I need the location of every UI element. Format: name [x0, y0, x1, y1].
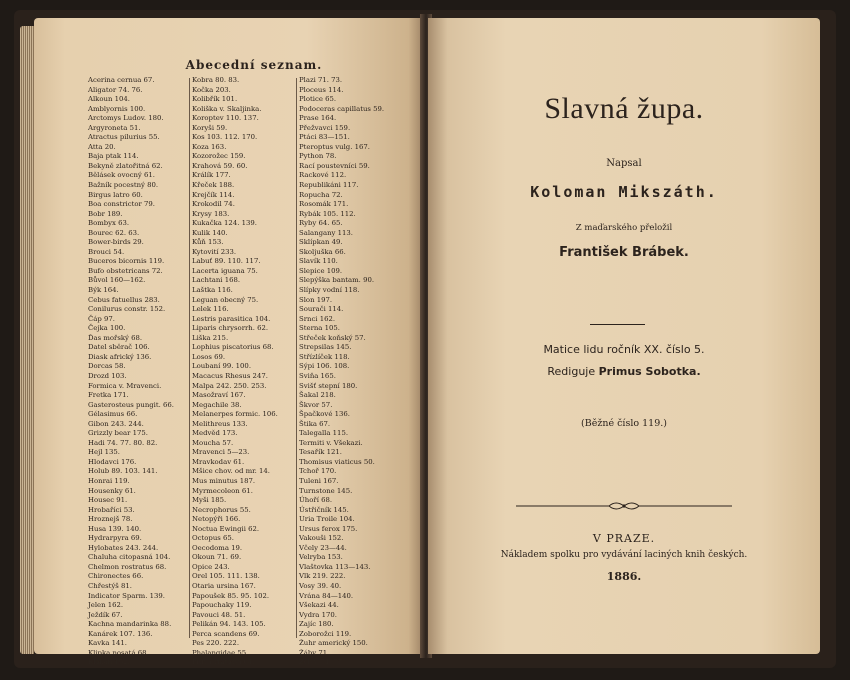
translated-from-label: Z maďarského přeložil	[575, 223, 673, 233]
index-entry: Střeček koňský 57.	[299, 333, 366, 342]
index-entry: Diask africký 136.	[88, 352, 152, 361]
page-edges	[20, 26, 34, 654]
index-entry: Turnstone 145.	[299, 486, 353, 495]
index-entry: Sýpi 106. 108.	[299, 362, 350, 371]
index-entry: Ďas mořský 68.	[88, 333, 143, 342]
index-heading: Abecední seznam.	[185, 58, 323, 72]
index-entry: Hroznejš 78.	[88, 515, 133, 524]
index-entry: Sourači 114.	[299, 305, 344, 314]
index-entry: Bobr 189.	[88, 209, 123, 218]
index-entry: Argyroneta 51.	[88, 123, 141, 132]
index-entry: Šakal 218.	[299, 391, 336, 400]
index-entry: Lachtani 168.	[192, 276, 241, 285]
index-entry: Mravkodav 61.	[192, 457, 245, 466]
index-entry: Malpa 242. 250. 253.	[192, 381, 267, 390]
index-entry: Pelikán 94. 143. 105.	[192, 620, 266, 629]
index-column-1	[88, 76, 174, 668]
index-entry: Koroptev 110. 137.	[192, 114, 259, 123]
index-entry: Conilurus constr. 152.	[88, 305, 166, 314]
index-entry: Podoceras capillatus 59.	[299, 104, 385, 113]
index-entry: Megachile 38.	[192, 400, 242, 409]
index-entry: Myrmecoleon 61.	[192, 486, 253, 495]
index-entry: Králík 177.	[192, 171, 231, 180]
index-entry: Chaluha citopasná 104.	[88, 553, 171, 562]
index-entry: Kukačka 124. 139.	[192, 219, 257, 228]
index-entry: Macacus Rhesus 247.	[192, 371, 268, 380]
book-title: Slavná župa.	[544, 92, 704, 125]
index-entry: Datel sběrač 106.	[88, 343, 150, 352]
index-entry: Bůvol 160—162.	[88, 276, 146, 285]
index-entry: Sklípkan 49.	[299, 238, 343, 247]
index-entry: Liparis chrysorrh. 62.	[192, 324, 269, 333]
index-entry: Octopus 65.	[192, 534, 234, 543]
index-entry: Aligator 74. 76.	[88, 85, 143, 94]
index-entry: Slavík 110.	[299, 257, 338, 266]
index-entry: Škvor 57.	[299, 400, 333, 409]
index-entry: Acerina cernua 67.	[88, 76, 155, 84]
index-entry: Krokodil 74.	[192, 200, 235, 209]
index-entry: Všekazi 44.	[299, 601, 339, 610]
index-entry: Lelek 116.	[192, 305, 229, 314]
index-entry: Slípky vodní 118.	[299, 286, 360, 295]
index-entry: Koliška v. Skaljinka.	[192, 104, 262, 113]
publication-year: 1886.	[606, 570, 642, 583]
index-entry: Bourec 62. 63.	[88, 228, 140, 237]
index-entry: Bower-birds 29.	[88, 238, 144, 247]
index-entry: Sterna 105.	[299, 324, 340, 333]
index-entry: Zajíc 180.	[299, 620, 334, 629]
index-entry: Bělásek ovocný 61.	[88, 171, 155, 180]
editor-line	[428, 365, 820, 378]
index-entry: Chelmon rostratus 68.	[88, 562, 167, 571]
divider-rule	[590, 324, 645, 325]
index-entry: Oecodoma 19.	[192, 543, 243, 552]
index-entry: Srnci 162.	[299, 314, 336, 323]
index-entry: Hydrarpyra 69.	[88, 534, 142, 543]
index-entry: Mus minutus 187.	[192, 476, 256, 485]
index-entry: Housenky 61.	[88, 486, 136, 495]
right-page	[428, 18, 820, 654]
index-entry: Loubaní 99. 100.	[192, 362, 252, 371]
index-entry: Tchoř 170.	[299, 467, 337, 476]
index-entry: Talegalla 115.	[299, 429, 349, 438]
index-entry: Úhoří 68.	[299, 496, 333, 505]
index-entry: Atta 20.	[88, 142, 116, 151]
index-entry: Salangany 113.	[299, 228, 353, 237]
left-page	[34, 18, 424, 667]
index-entry: Papouchaky 119.	[192, 601, 252, 610]
index-entry: Arctomys Ludov. 180.	[88, 114, 164, 123]
index-entry: Uria Troile 104.	[299, 515, 355, 524]
index-entry: Bombyx 63.	[88, 219, 130, 228]
index-entry: Atractus pilurius 55.	[88, 133, 160, 142]
index-entry: Plotice 65.	[299, 95, 337, 104]
index-column-2	[192, 76, 278, 668]
index-entry: Kachna mandarinka 88.	[88, 620, 172, 629]
index-entry: Bekyně zlatořitná 62.	[88, 161, 163, 170]
index-entry: Opice 243.	[192, 562, 230, 571]
editor-name: Primus Sobotka.	[598, 365, 701, 378]
index-entry: Python 78.	[299, 152, 337, 161]
index-entry: Koza 163.	[192, 142, 227, 151]
written-by-label: Napsal	[606, 158, 642, 169]
index-entry: Formica v. Mravenci.	[88, 381, 162, 390]
series-info: Matice lidu ročník XX. číslo 5.	[543, 343, 705, 356]
index-entry: Fretka 171.	[88, 391, 129, 400]
index-entry: Krysy 183.	[192, 209, 230, 218]
index-entry: Vydra 170.	[299, 610, 337, 619]
index-entry: Včely 23—44.	[299, 543, 347, 552]
index-entry: Čáp 97.	[88, 314, 115, 323]
index-entry: Kos 103. 112. 170.	[192, 133, 258, 142]
index-entry: Střízlíček 118.	[299, 352, 350, 361]
index-entry: Kočka 203.	[192, 85, 231, 94]
index-entry: Ptáci 83—151.	[299, 133, 350, 142]
index-entry: Jelen 162.	[88, 601, 124, 610]
index-entry: Kytovití 233.	[192, 247, 237, 256]
index-entry: Slon 197.	[299, 295, 333, 304]
index-entry: Štika 67.	[299, 419, 331, 428]
index-entry: Hadi 74. 77. 80. 82.	[88, 438, 158, 447]
index-entry: Prase 164.	[299, 114, 337, 123]
publication-place: V PRAZE.	[592, 532, 656, 545]
index-entry: Masožraví 167.	[192, 391, 246, 400]
index-entry: Pitria cratosyi 64.	[192, 658, 255, 667]
index-entry: Buceros bicornis 119.	[88, 257, 165, 266]
column-divider	[189, 78, 190, 638]
index-entry: Krahová 59. 60.	[192, 161, 248, 170]
index-entry: Skoljuška 66.	[299, 247, 346, 256]
ornament-divider	[428, 500, 820, 512]
ornament-icon	[514, 500, 734, 512]
index-entry: Perca scandens 69.	[192, 629, 260, 638]
index-entry: Baja ptak 114.	[88, 152, 139, 161]
index-entry: Holub 89. 103. 141.	[88, 467, 158, 476]
index-entry: Honrai 119.	[88, 476, 130, 485]
index-entry: Ropucha 72.	[299, 190, 343, 199]
column-divider	[296, 78, 297, 638]
index-entry: Kobra 80. 83.	[192, 76, 240, 84]
index-entry: Melanerpes formic. 106.	[192, 410, 278, 419]
index-entry: Kozorožec 159.	[192, 152, 246, 161]
index-entry: Žáby 71.	[299, 648, 330, 657]
index-entry: Zoborožci 119.	[299, 629, 352, 638]
index-entry: Ježdík 67.	[88, 610, 123, 619]
index-entry: Kanárek 107. 136.	[88, 629, 153, 638]
index-entry: Cebus fatuellus 283.	[88, 295, 160, 304]
editor-prefix: Rediguje	[547, 365, 596, 378]
index-entry: Křeček 188.	[192, 181, 235, 190]
index-entry: Pteroptus vulg. 167.	[299, 142, 370, 151]
index-entry: Koryši 59.	[192, 123, 228, 132]
index-entry: Mravenci 5—23.	[192, 448, 250, 457]
index-entry: Svišť stepní 180.	[299, 381, 358, 390]
index-entry: Myši 185.	[192, 496, 227, 505]
index-entry: Hylobates 243. 244.	[88, 543, 159, 552]
index-entry: Přežvavci 159.	[299, 123, 351, 132]
index-entry: Žuhr americký 150.	[299, 639, 368, 648]
index-entry: Indicator Sparm. 139.	[88, 591, 165, 600]
index-entry: Dorcas 58.	[88, 362, 126, 371]
index-entry: Kulik 140.	[192, 228, 228, 237]
index-entry: Grizzly bear 175.	[88, 429, 148, 438]
index-entry: Čejka 100.	[88, 324, 126, 333]
index-entry: Ursus ferox 175.	[299, 524, 358, 533]
index-entry: Rací poustevníci 59.	[299, 161, 370, 170]
index-entry: Gibon 243. 244.	[88, 419, 144, 428]
index-entry: Leguan obecný 75.	[192, 295, 259, 304]
index-entry: Orel 105. 111. 138.	[192, 572, 260, 581]
index-entry: Chironectes 66.	[88, 572, 144, 581]
index-entry: Husa 139. 140.	[88, 524, 142, 533]
index-entry: Sviňa 165.	[299, 371, 336, 380]
index-entry: Ploceus 114.	[299, 85, 344, 94]
index-entry: Lophius piscatorius 68.	[192, 343, 274, 352]
index-entry: Amblyornis 100.	[88, 104, 146, 113]
index-entry: Pes 220. 222.	[192, 639, 240, 648]
index-entry: Želvy 74. 77.	[299, 658, 345, 667]
index-entry: Netopýři 166.	[192, 515, 241, 524]
index-entry: Noctua Ewingii 62.	[192, 524, 260, 533]
index-entry: Kavka 141.	[88, 639, 127, 648]
index-entry: Rosomák 171.	[299, 200, 349, 209]
index-entry: Hrobaříci 53.	[88, 505, 135, 514]
index-entry: Birgus latro 60.	[88, 190, 143, 199]
index-column-3	[299, 76, 384, 668]
index-entry: Býk 164.	[88, 286, 119, 295]
index-entry: Labuť 89. 110. 117.	[192, 257, 261, 266]
index-entry: Vrána 84—140.	[299, 591, 354, 600]
index-entry: Mšice chov. od mr. 14.	[192, 467, 270, 476]
index-entry: Rybák 105. 112.	[299, 209, 356, 218]
index-entry: Lacerta iguana 75.	[192, 266, 258, 275]
translator-name: František Brábek.	[559, 245, 689, 260]
index-entry: Housec 91.	[88, 496, 128, 505]
index-entry: Tesařík 121.	[299, 448, 342, 457]
index-entry: Melithreus 133.	[192, 419, 248, 428]
index-entry: Moucha 57.	[192, 438, 234, 447]
index-entry: Medvěd 173.	[192, 429, 238, 438]
index-entry: Necrophorus 55.	[192, 505, 251, 514]
index-entry: Velryba 153.	[299, 553, 343, 562]
index-entry: Boa constrictor 79.	[88, 200, 155, 209]
index-entry: Chřestýš 81.	[88, 581, 132, 590]
index-entry: Pavouci 48. 51.	[192, 610, 246, 619]
index-entry: Strepsilas 145.	[299, 343, 352, 352]
index-entry: Hejl 135.	[88, 448, 120, 457]
index-entry: Alkoun 104.	[88, 95, 130, 104]
index-entry: Rackové 112.	[299, 171, 347, 180]
index-entry: Laštka 116.	[192, 286, 233, 295]
index-entry: Hlodavci 176.	[88, 457, 137, 466]
running-number: (Běžné číslo 119.)	[581, 418, 667, 429]
index-entry: Slepýška bantam. 90.	[299, 276, 375, 285]
index-entry: Vlaštovka 113—143.	[299, 562, 371, 571]
index-entry: Brouci 54.	[88, 247, 125, 256]
index-entry: Gélasimus 66.	[88, 410, 138, 419]
index-entry: Bažník pocestný 80.	[88, 181, 159, 190]
index-entry: Kůň 153.	[192, 238, 224, 247]
index-entry: Špačkové 136.	[299, 410, 350, 419]
index-entry: Gasterosteus pungit. 66.	[88, 400, 174, 409]
index-entry: Ústřičník 145.	[299, 505, 349, 514]
index-entry: Klipka nosatá 68.	[88, 648, 149, 657]
index-entry: Bufo obstetricans 72.	[88, 266, 163, 275]
index-entry: Ryby 64. 65.	[299, 219, 343, 228]
index-entry: Losos 69.	[192, 352, 226, 361]
index-entry: Kolibřík 101.	[192, 95, 238, 104]
author-name: Koloman Mikszáth.	[530, 183, 718, 201]
index-entry: Thomisus viaticus 50.	[299, 457, 375, 466]
publisher: Nákladem spolku pro vydávání laciných knih českých.	[500, 550, 748, 560]
index-entry: Krejčík 114.	[192, 190, 235, 199]
index-entry: Tuleni 167.	[299, 476, 339, 485]
index-entry: Liška 215.	[192, 333, 229, 342]
index-entry: Vakouši 152.	[299, 534, 344, 543]
index-entry: Vlk 219. 222.	[299, 572, 346, 581]
index-entry: Lestris parasitica 104.	[192, 314, 271, 323]
index-entry: Plazi 71. 73.	[299, 76, 343, 84]
index-entry: Drozd 103.	[88, 371, 127, 380]
index-entry: Vosy 39. 40.	[299, 581, 342, 590]
index-entry: Termiti v. Všekazi.	[299, 438, 363, 447]
index-entry: Phalangidae 55.	[192, 648, 249, 657]
index-entry: Otaria ursina 167.	[192, 581, 256, 590]
index-entry: Okoun 71. 69.	[192, 553, 242, 562]
index-entry: Papoušek 85. 95. 102.	[192, 591, 270, 600]
index-entry: Republikáni 117.	[299, 181, 359, 190]
index-entry: Slepice 109.	[299, 266, 343, 275]
index-entry: Klokan 152.	[88, 658, 130, 667]
